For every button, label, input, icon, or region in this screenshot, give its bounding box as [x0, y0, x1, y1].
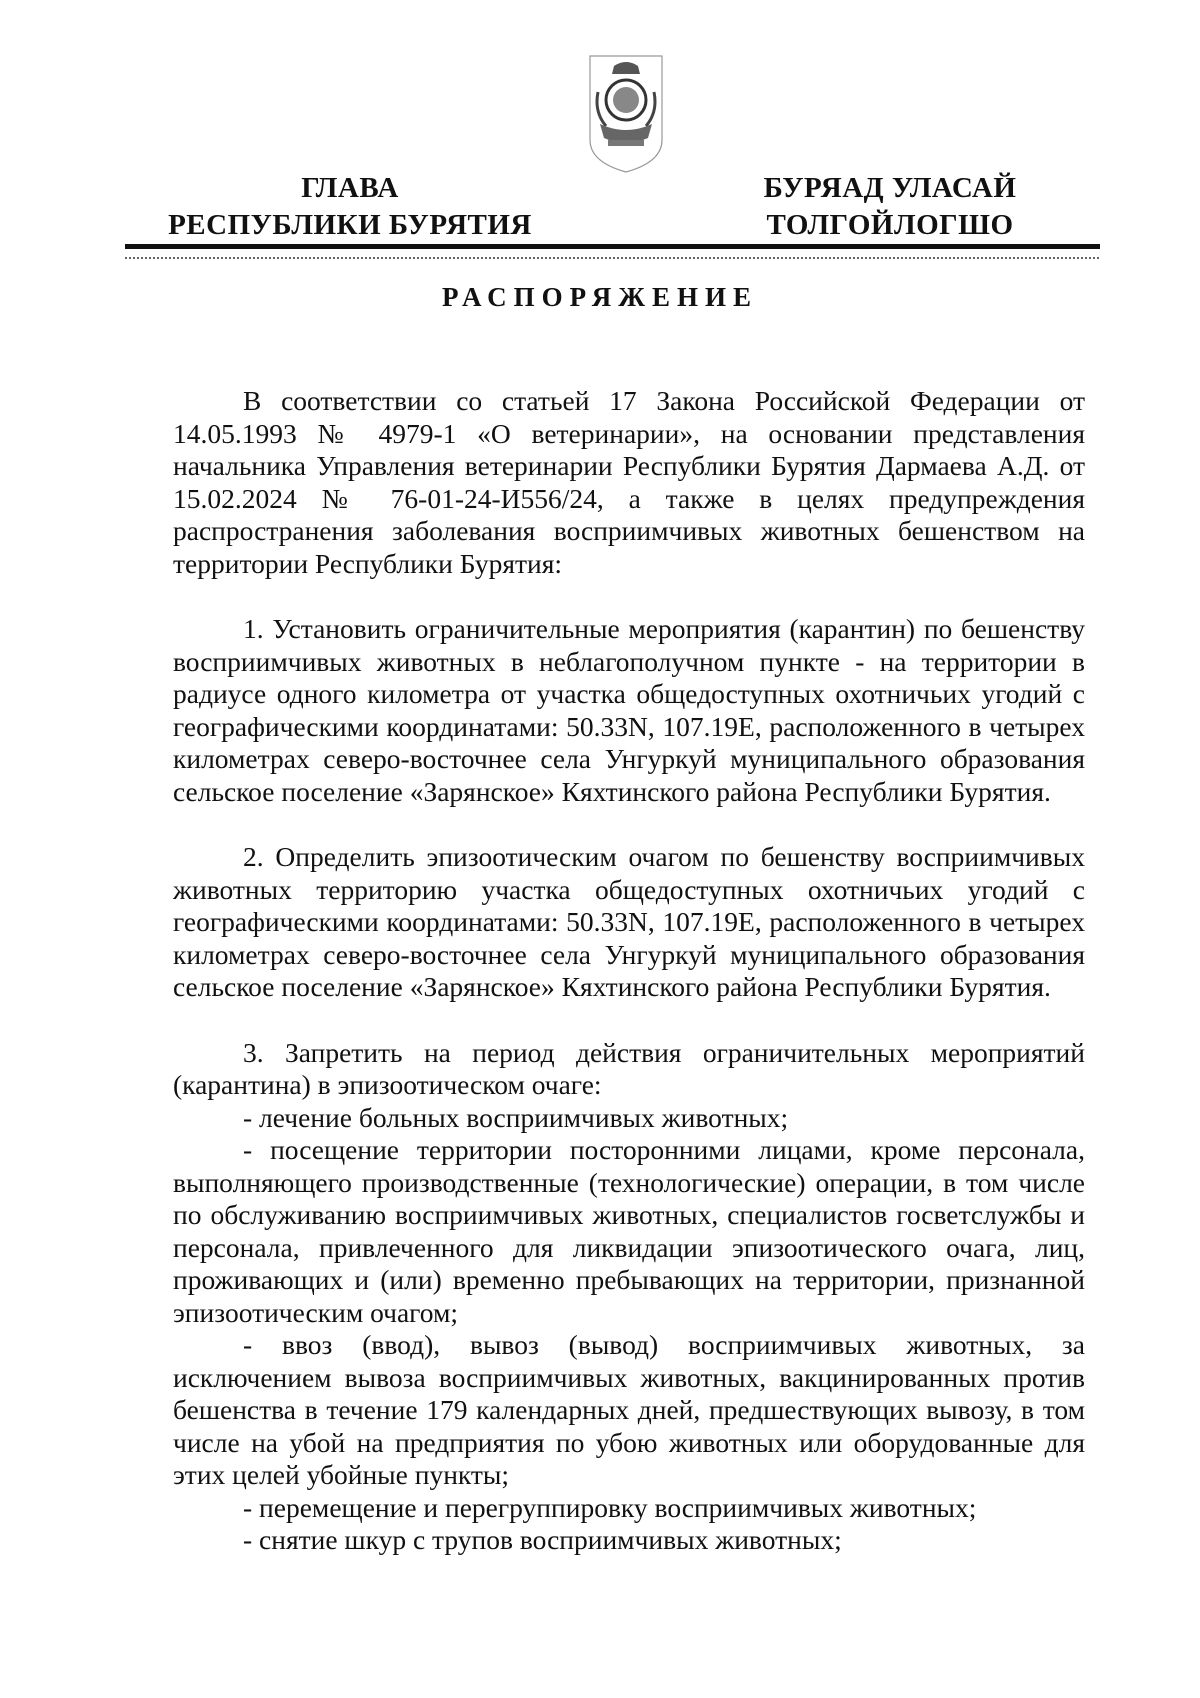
header-divider-thick	[125, 244, 1100, 249]
item-3-bullet: - перемещение и перегруппировку восприимчивых животных;	[243, 1491, 977, 1523]
document-body	[173, 385, 1085, 1557]
header-right	[740, 170, 1040, 244]
item-3-bullet: - снятие шкур с трупов восприимчивых животных;	[243, 1524, 842, 1555]
item-3-bullet: - лечение больных восприимчивых животных;	[243, 1101, 789, 1133]
item-3-bullet: - ввоз (ввод), вывоз (вывод) восприимчивых животных, за исключением вывоза восприимчивых животных, вакцинированных против бешенства в течение 179 календарных дней, предшествующих вывозу, в том числе на убой на предприятия по убою животных или оборудованные для этих целей убойные пункты;	[173, 1329, 1085, 1490]
preamble-paragraph: В соответствии со статьей 17 Закона Российской Федерации от 14.05.1993 № 4979-1 «О ветеринарии», на основании представления начальника Управления ветеринарии Республики Бурятия Дармаева А.Д. от 15.02.2024 № 76-01-24-И556/24, а также в целях предупреждения распространения заболевания восприимчивых животных бешенством на территории Республики Бурятия:	[173, 385, 1085, 579]
item-1-paragraph: 1. Установить ограничительные мероприятия (карантин) по бешенству восприимчивых животных в неблагополучном пункте - на территории в радиусе одного километра от участка общедоступных охотничьих угодий с географическими координатами: 50.33N, 107.19E, расположенного в четырех километрах северо-восточнее села Унгуркуй муниципального образования сельское поселение «Зарянское» Кяхтинского района Республики Бурятия.	[173, 613, 1085, 807]
coat-of-arms-icon	[584, 52, 668, 176]
header-left-line1: ГЛАВА	[301, 172, 399, 204]
header-right-line1: БУРЯАД УЛАСАЙ	[763, 172, 1017, 204]
document-title: РАСПОРЯЖЕНИЕ	[441, 282, 759, 312]
item-3-paragraph: 3. Запретить на период действия ограничительных мероприятий (карантина) в эпизоотическом очаге:	[173, 1036, 1085, 1100]
item-3-bullet: - посещение территории посторонними лицами, кроме персонала, выполняющего производственные (технологические) операции, в том числе по обслуживанию восприимчивых животных, специалистов госветслужбы и персонала, привлеченного для ликвидации эпизоотического очага, лиц, проживающих и (или) временно пребывающих на территории, признанной эпизоотическим очагом;	[173, 1134, 1085, 1328]
item-2-paragraph: 2. Определить эпизоотическим очагом по бешенству восприимчивых животных территорию участка общедоступных охотничьих угодий с географическими координатами: 50.33N, 107.19E, расположенного в четырех километрах северо-восточнее села Унгуркуй муниципального образования сельское поселение «Зарянское» Кяхтинского района Республики Бурятия.	[173, 841, 1085, 1002]
header-left	[150, 170, 550, 244]
header-divider-thin	[125, 257, 1100, 259]
header-left-line2: РЕСПУБЛИКИ БУРЯТИЯ	[168, 209, 532, 241]
header-right-line2: ТОЛГОЙЛОГШО	[766, 209, 1014, 241]
